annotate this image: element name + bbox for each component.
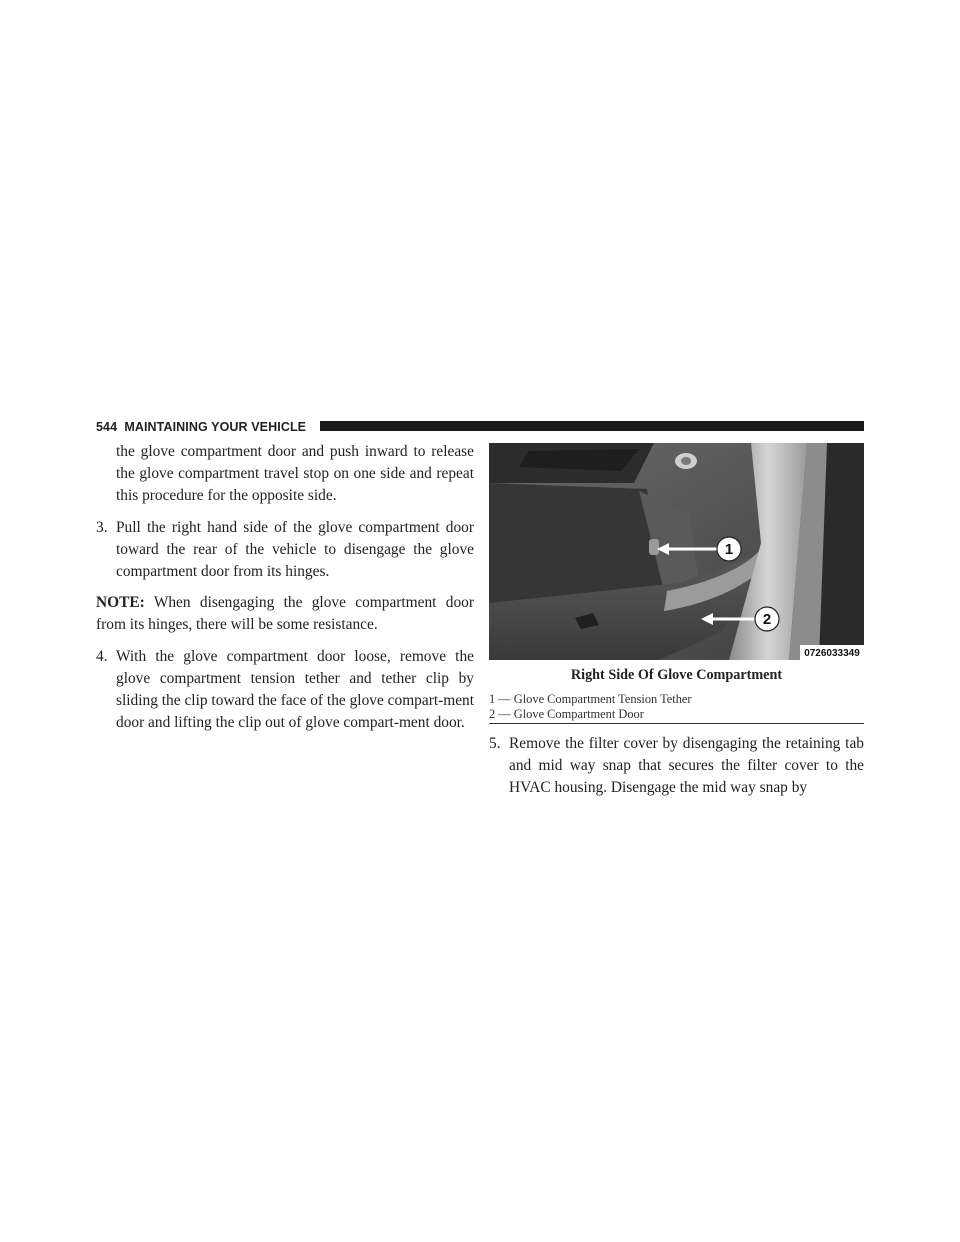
step-4-number: 4. xyxy=(96,647,108,665)
header-rule xyxy=(320,421,864,431)
tension-tether-clip xyxy=(649,539,659,555)
step-3-text: Pull the right hand side of the glove compartment door toward the rear of the vehicle to disengage the glove compartment door from its hinges. xyxy=(116,518,474,581)
note-paragraph xyxy=(96,592,474,636)
legend-item-2: 2 — Glove Compartment Door xyxy=(489,707,644,721)
left-column xyxy=(96,441,474,743)
step-5-text: Remove the filter cover by disengaging the retaining tab and mid way snap that secures the filter cover to the HVAC housing. Disengage the mid way snap by xyxy=(509,735,864,797)
figure-legend xyxy=(489,692,864,724)
dash-knob-center xyxy=(681,457,691,465)
step-3 xyxy=(96,517,474,584)
continuation-paragraph: the glove compartment door and push inward to release the glove compartment travel stop on one side and repeat this procedure for the opposite side. xyxy=(116,443,474,505)
callout-1-label: 1 xyxy=(724,541,734,558)
glove-compartment-illustration xyxy=(489,443,864,660)
step-4 xyxy=(96,646,474,735)
step-5 xyxy=(489,733,864,800)
note-label: NOTE: xyxy=(96,594,145,612)
dash-vent xyxy=(519,449,639,471)
note-text: When disengaging the glove compartment door from its hinges, there will be some resistance. xyxy=(96,594,474,634)
figure-caption: Right Side Of Glove Compartment xyxy=(570,667,783,683)
glove-compartment-figure xyxy=(489,443,864,660)
image-code: 0726033349 xyxy=(804,648,860,659)
step-3-number: 3. xyxy=(96,518,108,536)
page-number-and-section-title xyxy=(96,419,306,435)
page-header xyxy=(96,419,864,435)
page-number: 544 xyxy=(96,420,118,434)
section-title: MAINTAINING YOUR VEHICLE xyxy=(124,420,307,434)
step-5-number: 5. xyxy=(489,735,501,752)
legend-item-1: 1 — Glove Compartment Tension Tether xyxy=(489,692,692,706)
step-4-text: With the glove compartment door loose, remove the glove compartment tension tether and tether clip by sliding the clip toward the face of the glove compart-ment door and lifting the clip out of glove compart-ment door. xyxy=(116,647,474,732)
callout-2-label: 2 xyxy=(762,611,772,628)
right-column xyxy=(489,733,864,809)
